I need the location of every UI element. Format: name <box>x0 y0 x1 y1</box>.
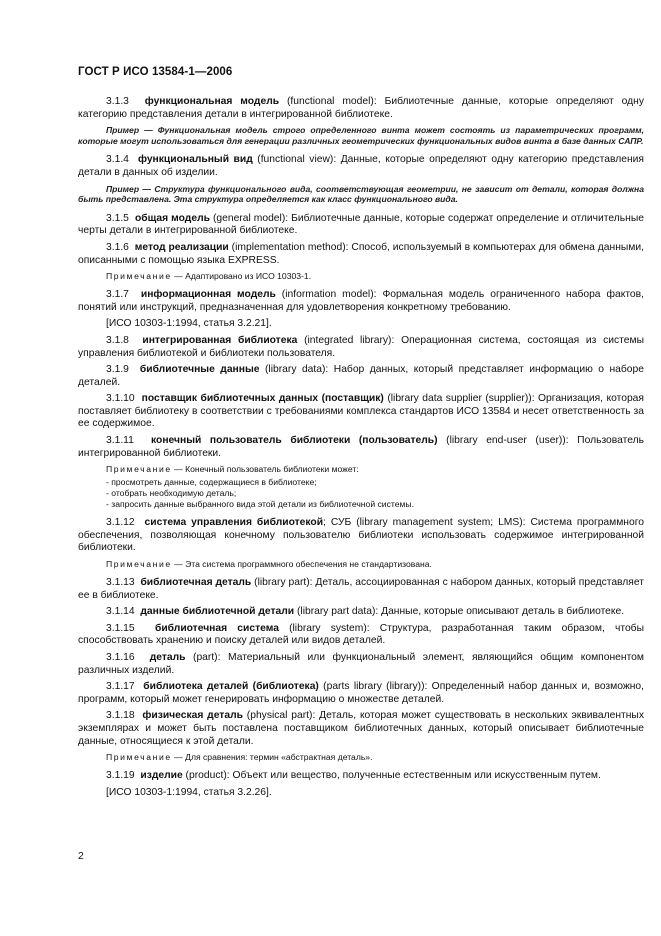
term-number: 3.1.6 <box>106 241 129 253</box>
term-3-1-9 <box>78 364 644 389</box>
term-number: 3.1.12 <box>106 517 135 529</box>
term-name: физическая деталь <box>142 710 243 722</box>
term-name: функциональная модель <box>144 96 280 107</box>
term-3-1-15 <box>78 623 644 648</box>
note-text: — Для сравнения: термин «абстрактная деталь». <box>171 752 373 763</box>
term-name: библиотечная система <box>154 622 279 634</box>
list-item: - отобрать необходимую деталь; <box>106 488 644 499</box>
term-3-1-10 <box>78 393 644 431</box>
term-number: 3.1.4 <box>106 154 129 166</box>
term-3-1-13 <box>78 577 644 602</box>
term-number: 3.1.7 <box>106 289 129 301</box>
term-3-1-8 <box>78 335 644 360</box>
example-3-1-4: Пример — Структура функционального вида, соответствующая геометрии, не зависит от детали, которая должна быть представлена. Эта структура определяется как класс функционального вида. <box>78 183 644 205</box>
term-definition: (library data supplier (supplier)): Организация, которая поставляет библиотеку в соответствии с требованиями комплекса стандартов ИСО 13584 и несет ответственность за ее содержимое. <box>78 393 644 430</box>
term-3-1-19 <box>78 770 644 783</box>
note-label: Примечание <box>106 559 172 570</box>
term-definition: (part): Материальный или функциональный элемент, являющийся общим компонентом различных изделий. <box>78 652 644 676</box>
term-number: 3.1.16 <box>106 652 135 663</box>
term-definition: (information model): Формальная модель ограниченного набора фактов, понятий или инструкций, предназначенная для удовлетворения конкретному требованию. <box>78 289 644 313</box>
term-name: библиотека деталей (библиотека) <box>143 681 319 693</box>
term-definition: ; СУБ (library management system; LMS): Система программного обеспечения, позволяющая конечному пользователю библиотеки использовать содержимое интегрированной библиотеки. <box>78 517 644 554</box>
term-definition: (functional model): Библиотечные данные, которые определяют одну категорию представления детали в интегрированной библиотеке. <box>78 96 644 120</box>
term-definition: (functional view): Данные, которые определяют одну категорию представления детали в данных об изделии. <box>78 154 644 178</box>
term-name: общая модель <box>134 212 210 224</box>
term-number: 3.1.19 <box>106 770 135 782</box>
term-number: 3.1.9 <box>106 364 129 376</box>
term-definition: (parts library (library)): Определенный набор данных и, возможно, программ, который может генерировать информацию о множестве деталей. <box>78 681 644 705</box>
term-3-1-14 <box>78 606 644 619</box>
list-item: - просмотреть данные, содержащиеся в библиотеке; <box>106 477 644 488</box>
note-text: — Адаптировано из ИСО 10303-1. <box>171 271 312 282</box>
term-3-1-6 <box>78 242 644 267</box>
term-definition: (library system): Структура, разработанная таким образом, чтобы способствовать хранению и поиску деталей или видов деталей. <box>78 622 644 647</box>
term-definition: (product): Объект или вещество, полученные естественным или искусственным путем. <box>182 770 601 782</box>
term-number: 3.1.10 <box>106 393 135 405</box>
term-3-1-12 <box>78 517 644 555</box>
term-number: 3.1.8 <box>106 334 129 346</box>
term-number: 3.1.18 <box>106 710 135 722</box>
term-number: 3.1.5 <box>106 212 129 224</box>
term-name: поставщик библиотечных данных (поставщик) <box>141 393 384 405</box>
term-definition: (library data): Набор данных, который представляет информацию о наборе деталей. <box>78 364 644 388</box>
term-3-1-11 <box>78 435 644 460</box>
term-3-1-5 <box>78 213 644 238</box>
term-name: деталь <box>149 652 186 663</box>
term-name: библиотечная деталь <box>140 577 252 589</box>
term-definition: (library part data): Данные, которые описывают деталь в библиотеке. <box>294 606 625 618</box>
term-name: интегрированная библиотека <box>142 334 298 346</box>
note-3-1-6 <box>78 271 644 282</box>
term-name: информационная модель <box>140 289 276 301</box>
term-name: функциональный вид <box>137 154 253 166</box>
term-number: 3.1.14 <box>106 606 135 618</box>
term-definition: (library end-user (user)): Пользователь интегрированной библиотеки. <box>78 435 644 459</box>
page-number: 2 <box>78 850 84 862</box>
term-name: метод реализации <box>134 241 229 253</box>
term-number: 3.1.3 <box>106 96 129 107</box>
note-text: — Эта система программного обеспечения не стандартизована. <box>171 559 432 570</box>
document-body <box>78 96 644 803</box>
term-3-1-17 <box>78 681 644 706</box>
term-number: 3.1.11 <box>106 435 134 447</box>
note-label: Примечание <box>106 464 172 475</box>
term-3-1-3 <box>78 96 644 121</box>
note-label: Примечание <box>106 752 172 763</box>
term-name: система управления библиотекой <box>144 517 324 529</box>
term-3-1-4 <box>78 154 644 179</box>
reference-3-1-7: [ИСО 10303-1:1994, статья 3.2.21]. <box>106 318 272 330</box>
note-text: — Конечный пользователь библиотеки может: <box>171 464 359 475</box>
term-name: данные библиотечной детали <box>140 606 295 618</box>
term-name: библиотечные данные <box>139 364 260 376</box>
term-definition: (implementation method): Способ, используемый в компьютерах для обмена данными, описанными с помощью языка EXPRESS. <box>78 241 644 266</box>
reference-3-1-19: [ИСО 10303-1:1994, статья 3.2.26]. <box>106 786 272 798</box>
note-label: Примечание <box>106 271 172 282</box>
term-name: конечный пользователь библиотеки (пользователь) <box>151 435 438 447</box>
term-name: изделие <box>140 770 183 782</box>
note-3-1-18 <box>78 752 644 763</box>
term-definition: (physical part): Деталь, которая может существовать в нескольких эквивалентных экземплярах и может быть поставлена поставщиком библиотечных данных, который описывает библиотечные данные, относящиеся к этой детали. <box>78 710 644 747</box>
note-list <box>106 477 644 510</box>
note-3-1-11 <box>78 464 644 475</box>
term-definition: (general model): Библиотечные данные, которые содержат определение и отличительные черты детали в интегрированной библиотеке. <box>78 212 644 237</box>
note-3-1-12 <box>78 559 644 570</box>
term-number: 3.1.15 <box>106 622 135 634</box>
term-3-1-7 <box>78 289 644 314</box>
term-number: 3.1.17 <box>106 681 135 693</box>
list-item: - запросить данные выбранного вида этой детали из библиотечной системы. <box>106 499 644 510</box>
term-definition: (library part): Деталь, ассоциированная с набором данных, который представляет ее в библиотеке. <box>78 577 644 601</box>
term-definition: (integrated library): Операционная система, состоящая из системы управления библиотекой и библиотеки пользователя. <box>78 334 644 359</box>
term-number: 3.1.13 <box>106 577 135 589</box>
document-header: ГОСТ Р ИСО 13584-1—2006 <box>78 66 233 78</box>
term-3-1-16 <box>78 652 644 677</box>
example-3-1-3: Пример — Функциональная модель строго определенного винта может состоять из параметрических программ, которые могут использоваться для генерации различных геометрических функциональных видов винта в базе данных САПР. <box>78 125 644 146</box>
term-3-1-18 <box>78 710 644 748</box>
